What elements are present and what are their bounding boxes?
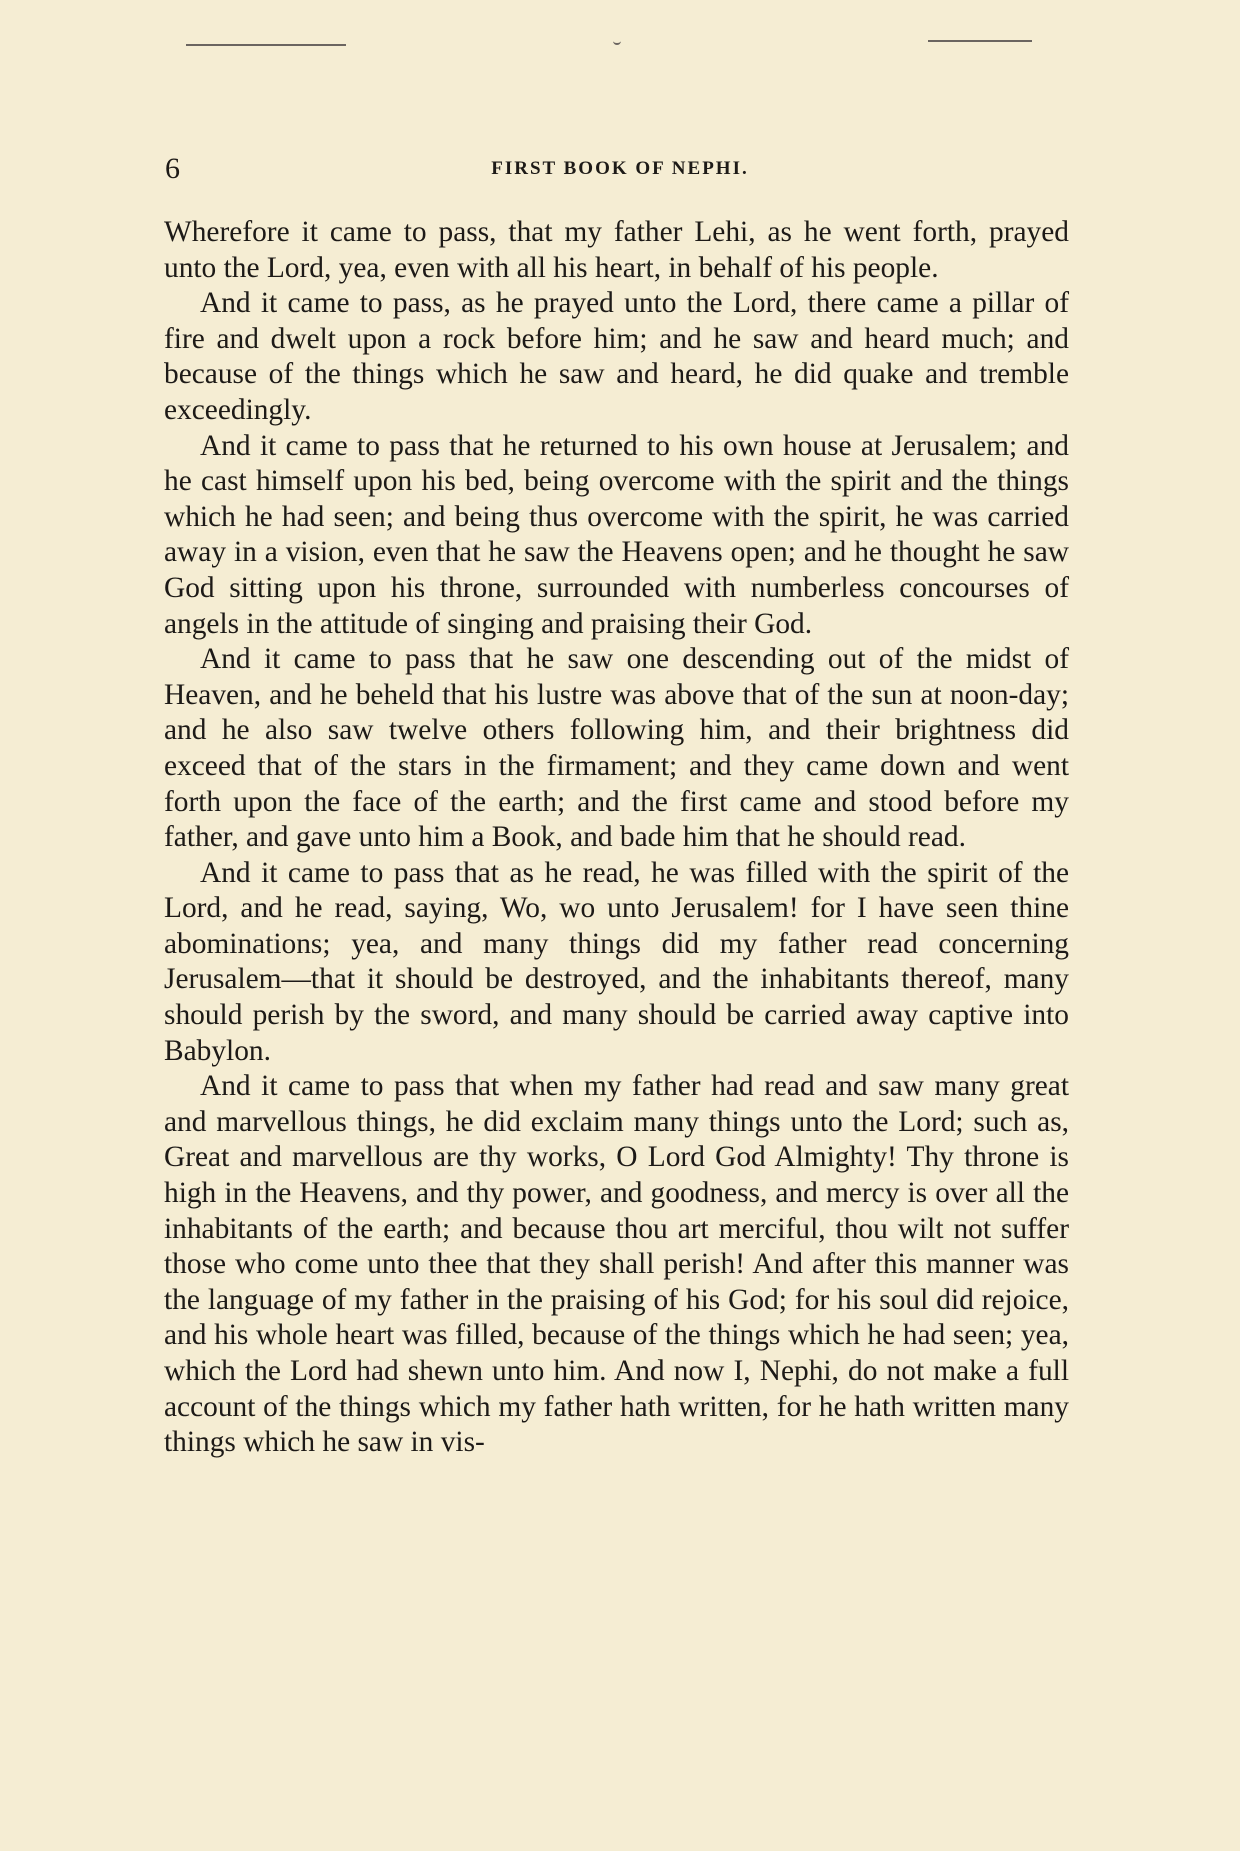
page-header bbox=[165, 152, 1075, 192]
page-number: 6 bbox=[165, 152, 180, 185]
top-left-rule bbox=[186, 44, 346, 46]
top-center-mark bbox=[613, 40, 621, 45]
paragraph: And it came to pass that he saw one descending out of the midst of Heaven, and he beheld that his lustre was above that of the sun at noon-day; and he also saw twelve others following him, and their brightness did exceed that of the stars in the firmament; and they came down and went forth upon the face of the earth; and the first came and stood before my father, and gave unto him a Book, and bade him that he should read. bbox=[164, 643, 1069, 854]
running-title: FIRST BOOK OF NEPHI. bbox=[491, 158, 749, 179]
paragraph: And it came to pass that as he read, he was filled with the spirit of the Lord, and he read, saying, Wo, wo unto Jerusalem! for I have seen thine abominations; yea, and many things did my father read concerning Jerusalem—that it should be destroyed, and the inhabitants thereof, many should perish by the sword, and many should be carried away captive into Babylon. bbox=[164, 856, 1069, 1067]
paragraph: Wherefore it came to pass, that my father Lehi, as he went forth, prayed unto the Lord, yea, even with all his heart, in behalf of his people. bbox=[164, 216, 1069, 284]
paragraph: And it came to pass that when my father had read and saw many great and marvellous things, he did exclaim many things unto the Lord; such as, Great and marvellous are thy works, O Lord God Almighty! Thy throne is high in the Heavens, and thy power, and goodness, and mercy is over all the inhabitants of the earth; and because thou art merciful, thou wilt not suffer those who come unto thee that they shall perish! And after this manner was the language of my father in the praising of his God; for his soul did rejoice, and his whole heart was filled, because of the things which he had seen; yea, which the Lord had shewn unto him. And now I, Nephi, do not make a full account of the things which my father hath written, for he hath written many things which he saw in vis- bbox=[164, 1070, 1069, 1459]
paragraph: And it came to pass that he returned to his own house at Jerusalem; and he cast himself upon his bed, being overcome with the spirit and the things which he had seen; and being thus overcome with the spirit, he was carried away in a vision, even that he saw the Heavens open; and he thought he saw God sitting upon his throne, surrounded with numberless concourses of angels in the attitude of singing and praising their God. bbox=[164, 429, 1069, 640]
paragraph: And it came to pass, as he prayed unto the Lord, there came a pillar of fire and dwelt upon a rock before him; and he saw and heard much; and because of the things which he saw and heard, he did quake and tremble exceedingly. bbox=[164, 287, 1069, 426]
top-right-rule bbox=[928, 40, 1032, 42]
body-text bbox=[164, 215, 1069, 1461]
